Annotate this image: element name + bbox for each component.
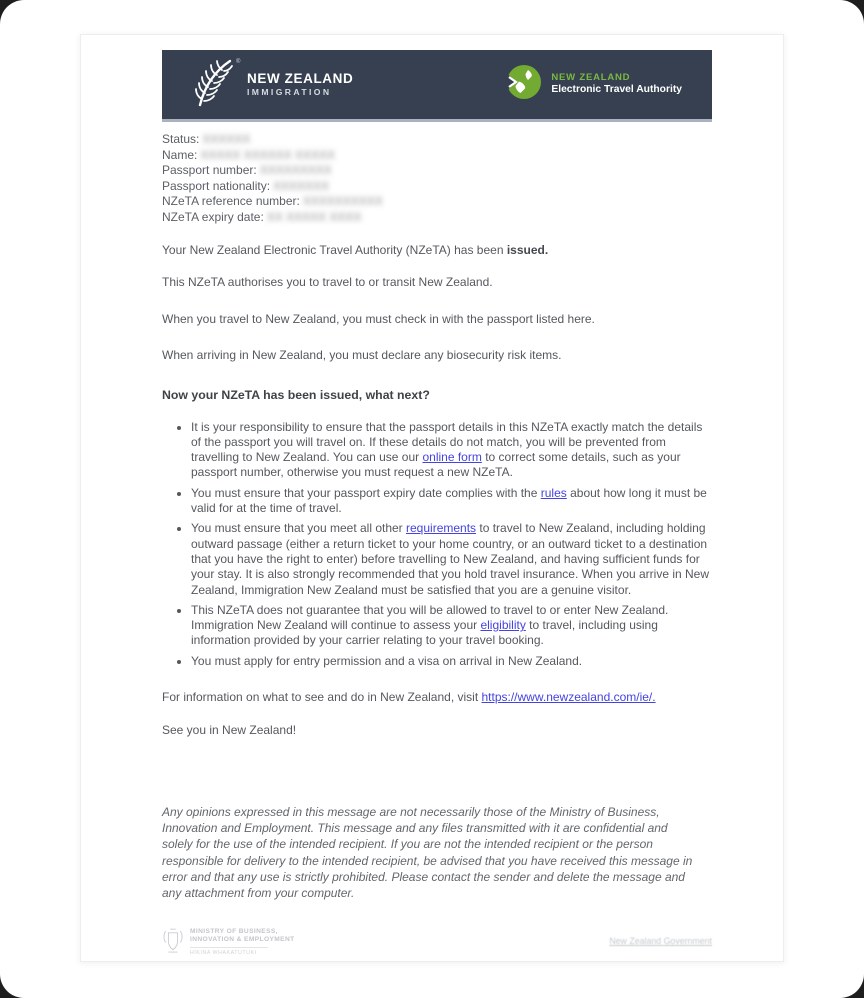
detail-row-passport-nationality: [162, 179, 712, 195]
reference-number-value-redacted: XXXXXXXXXX: [302, 194, 383, 209]
expiry-date-label: NZeTA expiry date:: [162, 209, 264, 224]
letter-page: [80, 34, 784, 962]
reference-number-label: NZeTA reference number:: [162, 194, 300, 209]
online-form-link[interactable]: online form: [422, 450, 482, 465]
registered-trademark-symbol: ®: [236, 59, 241, 65]
issued-paragraph-text: Your New Zealand Electronic Travel Authority (NZeTA) has been: [162, 242, 507, 257]
silver-fern-icon: [192, 55, 241, 114]
mbie-crest-icon: [162, 928, 184, 961]
passport-number-label: Passport number:: [162, 163, 257, 178]
application-details: [162, 132, 712, 226]
detail-row-expiry-date: [162, 210, 712, 226]
mbie-name-line1: MINISTRY OF BUSINESS,: [190, 928, 278, 936]
eta-logo-line2: Electronic Travel Authority: [551, 84, 682, 96]
passport-nationality-label: Passport nationality:: [162, 178, 271, 193]
list-item-passport-match: • It is your responsibility to ensure that the passport details in this NZeTA exactly match the details of the passport you will travel on. If these details do not match, you will be prevented from travelling to New Zealand. You can use our online form to correct some details, such as your passport number, otherwise you must request a new NZeTA.: [191, 420, 712, 481]
immigration-logo-line1: NEW ZEALAND: [247, 70, 354, 86]
expiry-date-value-redacted: XX XXXXX XXXX: [266, 209, 362, 224]
immigration-logo-line2: IMMIGRATION: [247, 87, 332, 98]
biosecurity-paragraph: When arriving in New Zealand, you must declare any biosecurity risk items.: [162, 348, 562, 363]
mbie-logo: [162, 928, 295, 961]
header-banner: [162, 50, 712, 122]
detail-row-reference-number: [162, 194, 712, 210]
visit-paragraph: For information on what to see and do in New Zealand, visit https://www.newzealand.com/ie/.: [162, 690, 656, 705]
rules-link[interactable]: rules: [540, 485, 567, 500]
next-steps-list: [162, 420, 712, 669]
checkin-paragraph: When you travel to New Zealand, you must check in with the passport listed here.: [162, 311, 595, 326]
nz-government-wordmark: New Zealand Government: [609, 936, 712, 947]
name-label: Name:: [162, 147, 198, 162]
issued-bold-word: issued.: [506, 242, 549, 257]
list-item-requirements: • You must ensure that you meet all other requirements to travel to New Zealand, including holding outward passage (either a return ticket to your home country, or an outward ticket to a destination that you have the right to enter) before travelling to New Zealand, and having sufficient funds for your stay. It is also strongly recommended that you hold travel insurance. When you arrive in New Zealand, Immigration New Zealand must be satisfied that you are a genuine visitor.: [191, 521, 712, 597]
list-item-entry-permission: • You must apply for entry permission and a visa on arrival in New Zealand.: [191, 654, 712, 669]
issued-paragraph: [162, 243, 712, 259]
detail-row-status: [162, 132, 712, 148]
detail-row-passport-number: [162, 163, 712, 179]
list-item-no-guarantee: • This NZeTA does not guarantee that you will be allowed to travel to or enter New Zealand. Immigration New Zealand will continue to assess your eligibility to travel, including using information provided by your carrier relating to your travel booking.: [191, 603, 712, 649]
mbie-name-line2: INNOVATION & EMPLOYMENT: [190, 936, 295, 944]
immigration-nz-logo: [192, 55, 353, 114]
passport-number-value-redacted: XXXXXXXXX: [259, 163, 332, 178]
letter-footer: [162, 928, 712, 961]
passport-nationality-value-redacted: XXXXXXX: [273, 178, 330, 193]
list-item-expiry-rules: • You must ensure that your passport expiry date complies with the rules about how long it must be valid for at the time of travel.: [191, 486, 712, 517]
name-value-redacted: XXXXX XXXXXX XXXXX: [200, 147, 336, 162]
eligibility-link[interactable]: eligibility: [480, 618, 526, 633]
nzeta-logo: [505, 63, 682, 106]
closing-line: See you in New Zealand!: [162, 722, 297, 737]
authorises-paragraph: This NZeTA authorises you to travel to or transit New Zealand.: [162, 275, 493, 290]
confidentiality-disclaimer: Any opinions expressed in this message are not necessarily those of the Ministry of Business, Innovation and Employment. This message and any files transmitted with it are confidential and solely for the use of the intended recipient. If you are not the intended recipient or the person responsible for delivery to the intended recipient, be advised that you have received this message in error and that any use is strictly prohibited. Please contact the sender and delete the message and any attachment from your computer.: [162, 805, 693, 901]
newzealand-com-link[interactable]: https://www.newzealand.com/ie/.: [481, 690, 656, 705]
eta-logo-line1: NEW ZEALAND: [551, 72, 631, 84]
status-value-redacted: XXXXXX: [202, 132, 251, 146]
detail-row-name: [162, 148, 712, 164]
mbie-maori-name: HĪKINA WHAKATUTUKI: [190, 947, 268, 956]
requirements-link[interactable]: requirements: [406, 521, 477, 536]
status-label: Status:: [162, 132, 200, 146]
nz-map-green-circle-icon: [505, 63, 543, 106]
what-next-heading: Now your NZeTA has been issued, what next?: [162, 387, 430, 402]
